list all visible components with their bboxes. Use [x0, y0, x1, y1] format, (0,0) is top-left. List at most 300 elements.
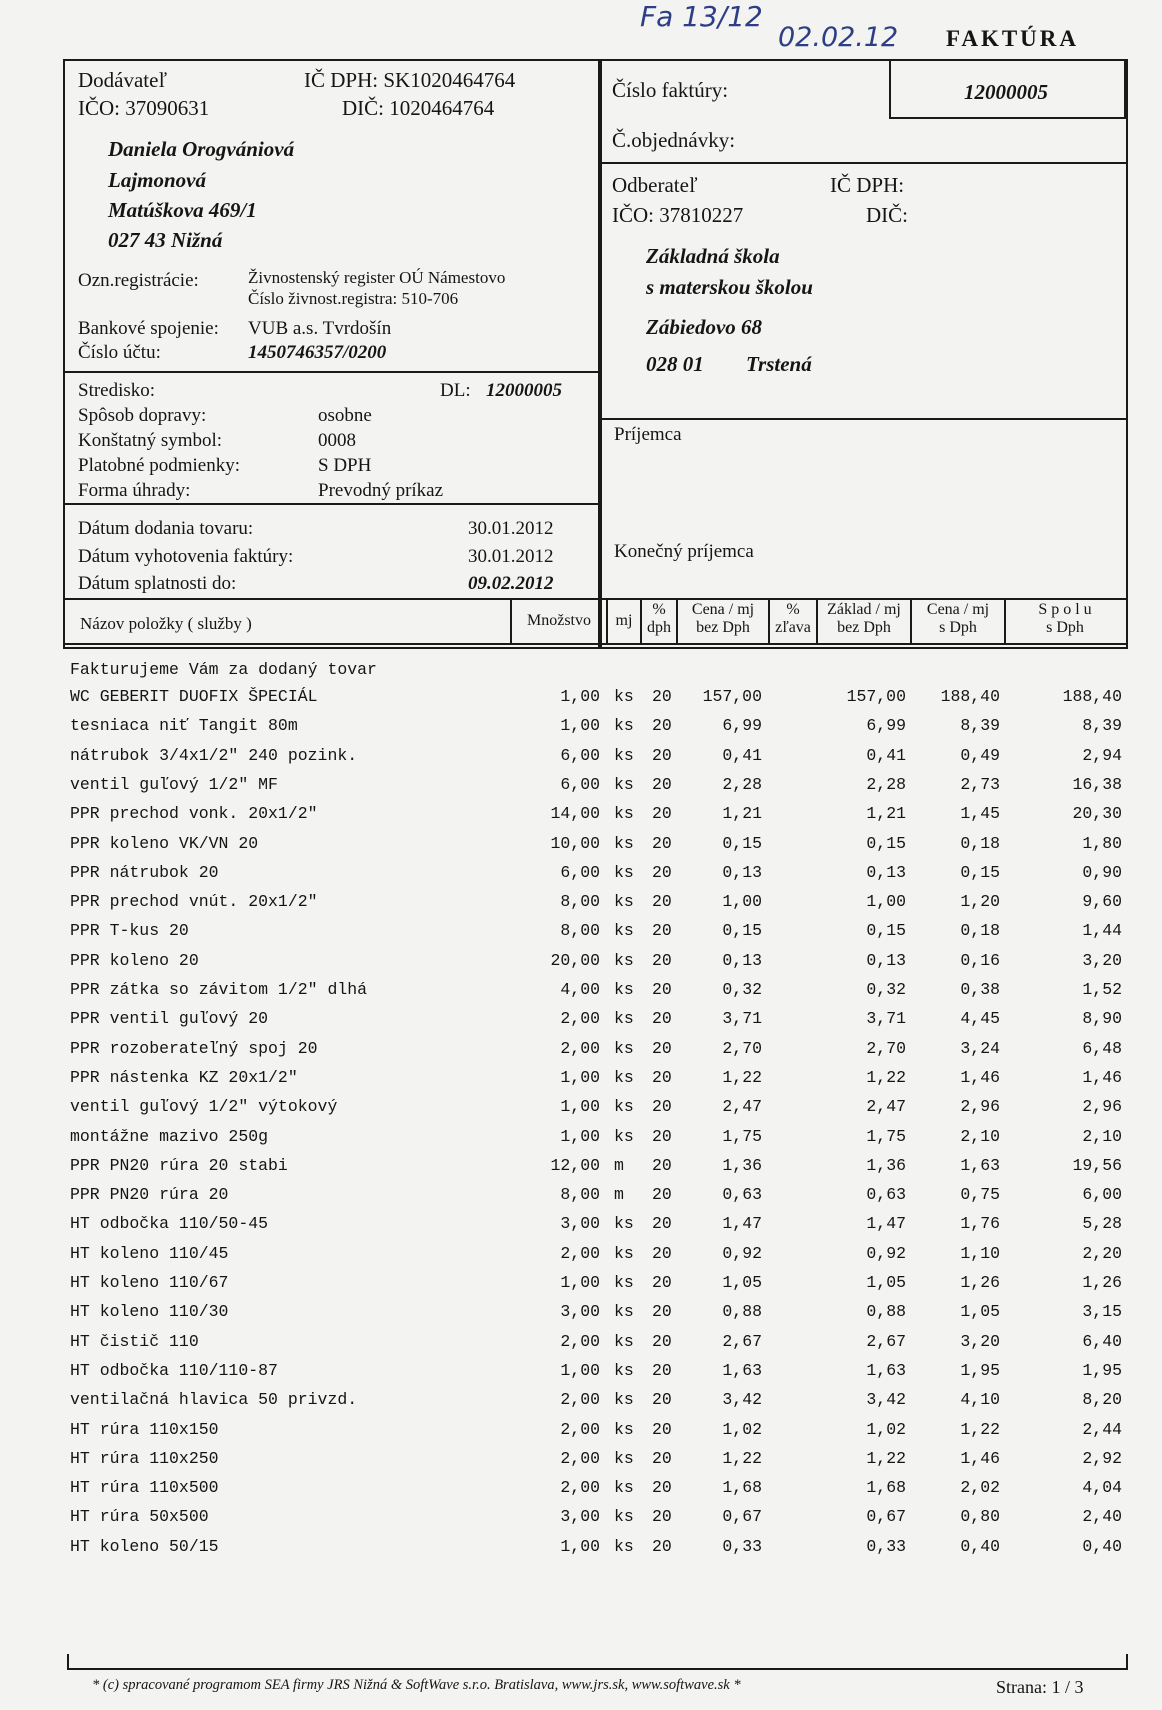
- cell-dph: 20: [652, 1536, 672, 1556]
- page-number: Strana: 1 / 3: [996, 1677, 1084, 1697]
- cell-qty: 2,00: [560, 1331, 600, 1351]
- customer-name2: s materskou školou: [646, 275, 813, 299]
- cell-dph: 20: [652, 1273, 672, 1292]
- cell-price-vat: 1,63: [960, 1155, 1000, 1175]
- cell-dph: 20: [652, 1419, 672, 1439]
- cell-base: 157,00: [846, 687, 906, 706]
- cell-price-vat: 4,45: [960, 1009, 1000, 1029]
- table-header-top: [63, 598, 1126, 600]
- cell-base: 1,22: [866, 1067, 906, 1087]
- cell-total: 1,46: [1082, 1067, 1122, 1087]
- table-row: [0, 687, 1162, 714]
- cell-base: 2,70: [866, 1038, 906, 1058]
- invoice-number: 12000005: [964, 80, 1048, 104]
- col-header-base: [818, 601, 910, 637]
- cell-mj: ks: [614, 804, 634, 824]
- cell-price-vat: 188,40: [940, 687, 1000, 706]
- cell-price: 1,47: [722, 1214, 762, 1234]
- cell-name: PPR rozoberateľný spoj 20: [70, 1038, 318, 1058]
- table-row: [0, 1420, 1162, 1447]
- cell-name: tesniaca niť Tangit 80m: [70, 716, 298, 736]
- cell-name: PPR zátka so závitom 1/2" dlhá: [70, 980, 368, 999]
- cell-base: 0,32: [866, 980, 906, 999]
- col-header-qty: Množstvo: [527, 612, 591, 629]
- cell-dph: 20: [652, 1067, 672, 1087]
- table-row: [0, 1390, 1162, 1417]
- cell-total: 188,40: [1062, 687, 1122, 706]
- cell-qty: 3,00: [560, 1507, 600, 1527]
- col-header-total: [1006, 601, 1124, 637]
- cell-name: HT koleno 50/15: [70, 1536, 219, 1556]
- cell-qty: 3,00: [560, 1302, 600, 1322]
- supplier-ic-dph: IČ DPH: SK1020464764: [304, 68, 516, 92]
- cell-total: 2,20: [1082, 1243, 1122, 1263]
- cell-dph: 20: [652, 1478, 672, 1498]
- divider: [598, 418, 1126, 420]
- cell-qty: 2,00: [560, 1243, 600, 1263]
- cell-mj: ks: [614, 892, 634, 912]
- cell-qty: 1,00: [560, 1067, 600, 1087]
- supplier-line2: Lajmonová: [108, 168, 206, 192]
- cell-total: 3,15: [1082, 1302, 1122, 1322]
- cell-name: HT čistič 110: [70, 1331, 199, 1351]
- cell-mj: ks: [614, 1097, 634, 1117]
- cell-mj: ks: [614, 1009, 634, 1029]
- cell-qty: 8,00: [560, 892, 600, 912]
- cell-total: 19,56: [1072, 1155, 1122, 1175]
- col-header-base-2: bez Dph: [837, 619, 891, 636]
- cell-mj: ks: [614, 1360, 634, 1380]
- supplier-ico: IČO: 37090631: [78, 96, 210, 120]
- cell-price: 0,13: [722, 862, 762, 882]
- cell-dph: 20: [652, 862, 672, 882]
- cell-price-vat: 0,49: [960, 745, 1000, 765]
- cell-price: 1,68: [722, 1478, 762, 1498]
- cell-qty: 4,00: [560, 980, 600, 999]
- registration-line1: Živnostenský register OÚ Námestovo: [248, 268, 506, 287]
- doprava-value: osobne: [318, 405, 372, 426]
- cell-mj: ks: [614, 1273, 634, 1292]
- recipient-label: Príjemca: [614, 424, 682, 445]
- plat-value: S DPH: [318, 455, 372, 476]
- cell-price: 0,15: [722, 921, 762, 941]
- cell-dph: 20: [652, 1331, 672, 1351]
- divider: [63, 503, 600, 505]
- cell-qty: 20,00: [550, 950, 600, 970]
- cell-mj: ks: [614, 833, 634, 853]
- cell-total: 2,94: [1082, 745, 1122, 765]
- cell-qty: 2,00: [560, 1038, 600, 1058]
- cell-price: 0,63: [722, 1185, 762, 1205]
- cell-total: 1,44: [1082, 921, 1122, 941]
- col-header-dph-1: %: [652, 601, 666, 618]
- cell-base: 0,15: [866, 921, 906, 941]
- cell-price-vat: 8,39: [960, 716, 1000, 736]
- cell-name: PPR PN20 rúra 20 stabi: [70, 1155, 288, 1175]
- document-title: FAKTÚRA: [946, 26, 1080, 51]
- forma-value: Prevodný príkaz: [318, 480, 444, 501]
- table-row: [0, 1478, 1162, 1505]
- cell-name: HT koleno 110/45: [70, 1243, 229, 1263]
- col-header-total-1: S p o l u: [1038, 601, 1092, 618]
- cell-mj: ks: [614, 1214, 634, 1234]
- cell-base: 0,63: [866, 1185, 906, 1205]
- cell-name: montážne mazivo 250g: [70, 1126, 269, 1146]
- account-value: 1450746357/0200: [248, 342, 387, 363]
- cell-dph: 20: [652, 1243, 672, 1263]
- cell-mj: ks: [614, 1536, 634, 1556]
- cell-total: 2,40: [1082, 1507, 1122, 1527]
- cell-name: PPR koleno 20: [70, 950, 199, 970]
- divider: [63, 371, 600, 373]
- cell-mj: ks: [614, 1302, 634, 1322]
- cell-mj: ks: [614, 1331, 634, 1351]
- col-header-dph-2: dph: [647, 619, 671, 636]
- cell-qty: 2,00: [560, 1009, 600, 1029]
- customer-label: Odberateľ: [612, 173, 698, 197]
- cell-price-vat: 1,46: [960, 1448, 1000, 1468]
- table-row: [0, 1127, 1162, 1154]
- cell-dph: 20: [652, 1214, 672, 1234]
- table-row: [0, 1039, 1162, 1066]
- cell-price: 2,67: [722, 1331, 762, 1351]
- table-row: [0, 775, 1162, 802]
- cell-name: HT odbočka 110/50-45: [70, 1214, 269, 1234]
- cell-base: 0,67: [866, 1507, 906, 1527]
- cell-price: 1,75: [722, 1126, 762, 1146]
- cell-base: 1,21: [866, 804, 906, 824]
- cell-price: 0,41: [722, 745, 762, 765]
- cell-dph: 20: [652, 716, 672, 736]
- supplier-street: Matúškova 469/1: [108, 198, 257, 222]
- table-row: [0, 1214, 1162, 1241]
- cell-dph: 20: [652, 745, 672, 765]
- cell-price-vat: 1,10: [960, 1243, 1000, 1263]
- cell-qty: 1,00: [560, 1126, 600, 1146]
- cell-price: 1,02: [722, 1419, 762, 1439]
- cell-qty: 1,00: [560, 1536, 600, 1556]
- cell-qty: 1,00: [560, 1097, 600, 1117]
- cell-base: 1,47: [866, 1214, 906, 1234]
- table-row: [0, 1302, 1162, 1329]
- cell-mj: ks: [614, 1126, 634, 1146]
- table-row: [0, 892, 1162, 919]
- cell-mj: ks: [614, 862, 634, 882]
- cell-total: 6,00: [1082, 1185, 1122, 1205]
- cell-price-vat: 1,46: [960, 1067, 1000, 1087]
- cell-name: PPR ventil guľový 20: [70, 1009, 269, 1029]
- cell-qty: 8,00: [560, 1185, 600, 1205]
- col-header-disc-1: %: [786, 601, 800, 618]
- cell-mj: ks: [614, 1478, 634, 1498]
- cell-price: 2,70: [722, 1038, 762, 1058]
- cell-base: 0,13: [866, 950, 906, 970]
- cell-base: 1,05: [866, 1273, 906, 1292]
- cell-dph: 20: [652, 687, 672, 706]
- cell-total: 2,92: [1082, 1448, 1122, 1468]
- cell-price: 1,22: [722, 1067, 762, 1087]
- cell-price: 1,63: [722, 1360, 762, 1380]
- table-row: [0, 1449, 1162, 1476]
- cell-total: 6,40: [1082, 1331, 1122, 1351]
- cell-mj: ks: [614, 1507, 634, 1527]
- cell-price-vat: 0,18: [960, 921, 1000, 941]
- cell-qty: 2,00: [560, 1390, 600, 1410]
- cell-name: HT rúra 110x500: [70, 1478, 219, 1498]
- cell-qty: 1,00: [560, 716, 600, 736]
- cell-name: PPR PN20 rúra 20: [70, 1185, 229, 1205]
- table-row: [0, 804, 1162, 831]
- cell-price-vat: 0,18: [960, 833, 1000, 853]
- cell-price: 0,88: [722, 1302, 762, 1322]
- doprava-label: Spôsob dopravy:: [78, 405, 207, 426]
- footer-credit: * (c) spracované programom SEA firmy JRS Nižná & SoftWave s.r.o. Bratislava, www.jrs.sk, www.softwave.sk *: [92, 1677, 741, 1693]
- cell-dph: 20: [652, 1360, 672, 1380]
- cell-dph: 20: [652, 804, 672, 824]
- col-header-pricev-1: Cena / mj: [926, 601, 990, 618]
- cell-base: 0,13: [866, 862, 906, 882]
- cell-total: 9,60: [1082, 892, 1122, 912]
- cell-total: 8,20: [1082, 1390, 1122, 1410]
- registration-label: Ozn.registrácie:: [78, 270, 199, 291]
- cell-name: PPR nátrubok 20: [70, 862, 219, 882]
- cell-name: PPR koleno VK/VN 20: [70, 833, 259, 853]
- cell-base: 0,92: [866, 1243, 906, 1263]
- cell-price-vat: 0,40: [960, 1536, 1000, 1556]
- cell-dph: 20: [652, 1155, 672, 1175]
- cell-total: 1,95: [1082, 1360, 1122, 1380]
- cell-price: 0,32: [722, 980, 762, 999]
- cell-price-vat: 2,73: [960, 774, 1000, 794]
- cell-mj: m: [614, 1185, 624, 1205]
- table-row: [0, 863, 1162, 890]
- cell-mj: ks: [614, 1038, 634, 1058]
- cell-dph: 20: [652, 1390, 672, 1410]
- cell-name: PPR prechod vonk. 20x1/2": [70, 804, 318, 824]
- cell-price-vat: 0,80: [960, 1507, 1000, 1527]
- cell-qty: 12,00: [550, 1155, 600, 1175]
- cell-price-vat: 2,96: [960, 1097, 1000, 1117]
- table-row: [0, 1156, 1162, 1183]
- cell-qty: 2,00: [560, 1419, 600, 1439]
- col-header-price-vat: [912, 601, 1004, 637]
- supplier-label: Dodávateľ: [78, 68, 167, 92]
- col-header-name: Názov položky ( služby ): [80, 614, 252, 633]
- cell-total: 1,26: [1082, 1273, 1122, 1292]
- cell-name: HT koleno 110/67: [70, 1273, 229, 1292]
- cell-base: 1,36: [866, 1155, 906, 1175]
- cell-base: 0,88: [866, 1302, 906, 1322]
- cell-total: 20,30: [1072, 804, 1122, 824]
- cell-mj: ks: [614, 716, 634, 736]
- col-header-price-1: Cena / mj: [691, 601, 755, 618]
- cell-dph: 20: [652, 1126, 672, 1146]
- cell-price-vat: 3,24: [960, 1038, 1000, 1058]
- cell-mj: m: [614, 1155, 624, 1175]
- cell-total: 0,40: [1082, 1536, 1122, 1556]
- cell-total: 2,44: [1082, 1419, 1122, 1439]
- cell-price-vat: 0,16: [960, 950, 1000, 970]
- cell-dph: 20: [652, 1302, 672, 1322]
- col-header-price: [678, 601, 768, 637]
- cell-price: 0,33: [722, 1536, 762, 1556]
- cell-price-vat: 1,05: [960, 1302, 1000, 1322]
- table-row: [0, 1537, 1162, 1564]
- table-row: [0, 1244, 1162, 1271]
- cell-price-vat: 0,75: [960, 1185, 1000, 1205]
- cell-total: 1,52: [1082, 980, 1122, 999]
- cell-dph: 20: [652, 1185, 672, 1205]
- cell-price-vat: 1,26: [960, 1273, 1000, 1292]
- cell-price: 1,21: [722, 804, 762, 824]
- corner-right: [1126, 1654, 1128, 1668]
- col-header-price-2: bez Dph: [696, 619, 750, 636]
- cell-base: 1,02: [866, 1419, 906, 1439]
- cell-total: 8,90: [1082, 1009, 1122, 1029]
- table-row: [0, 834, 1162, 861]
- cell-price-vat: 0,38: [960, 980, 1000, 999]
- cell-base: 1,68: [866, 1478, 906, 1498]
- cell-qty: 6,00: [560, 862, 600, 882]
- cell-total: 8,39: [1082, 716, 1122, 736]
- cell-qty: 10,00: [550, 833, 600, 853]
- col-header-base-1: Základ / mj: [827, 601, 901, 618]
- col-header-mj: mj: [615, 612, 633, 629]
- table-row: [0, 951, 1162, 978]
- cell-base: 1,75: [866, 1126, 906, 1146]
- table-row: [0, 1068, 1162, 1095]
- customer-dic: DIČ:: [866, 203, 908, 227]
- cell-base: 1,00: [866, 892, 906, 912]
- cell-mj: ks: [614, 921, 634, 941]
- corner-left: [67, 1654, 69, 1668]
- col-header-disc-2: zľava: [775, 619, 811, 636]
- cell-mj: ks: [614, 1419, 634, 1439]
- col-divider: [510, 598, 512, 643]
- cell-price: 3,42: [722, 1390, 762, 1410]
- cell-price-vat: 2,10: [960, 1126, 1000, 1146]
- cell-base: 3,42: [866, 1390, 906, 1410]
- cell-base: 1,63: [866, 1360, 906, 1380]
- vyhotovenie-value: 30.01.2012: [468, 546, 554, 567]
- cell-name: nátrubok 3/4x1/2" 240 pozink.: [70, 745, 358, 765]
- table-row: [0, 1097, 1162, 1124]
- cell-total: 4,04: [1082, 1478, 1122, 1498]
- cell-mj: ks: [614, 950, 634, 970]
- cell-base: 2,67: [866, 1331, 906, 1351]
- supplier-city: 027 43 Nižná: [108, 228, 223, 252]
- invoice-number-label: Číslo faktúry:: [612, 78, 729, 102]
- cell-qty: 1,00: [560, 1273, 600, 1292]
- customer-ico: IČO: 37810227: [612, 203, 744, 227]
- cell-price: 1,05: [722, 1273, 762, 1292]
- cell-dph: 20: [652, 980, 672, 999]
- cell-total: 5,28: [1082, 1214, 1122, 1234]
- cell-mj: ks: [614, 745, 634, 765]
- cell-price-vat: 0,15: [960, 862, 1000, 882]
- divider: [598, 162, 1126, 164]
- cell-base: 3,71: [866, 1009, 906, 1029]
- cell-price: 157,00: [702, 687, 762, 706]
- cell-dph: 20: [652, 774, 672, 794]
- cell-mj: ks: [614, 1390, 634, 1410]
- cell-name: HT rúra 110x150: [70, 1419, 219, 1439]
- dl-value: 12000005: [486, 380, 562, 401]
- dl-label: DL:: [440, 380, 471, 401]
- cell-name: HT rúra 50x500: [70, 1507, 209, 1527]
- cell-dph: 20: [652, 1097, 672, 1117]
- cell-dph: 20: [652, 921, 672, 941]
- cell-base: 6,99: [866, 716, 906, 736]
- cell-mj: ks: [614, 1448, 634, 1468]
- cell-base: 1,22: [866, 1448, 906, 1468]
- table-row: [0, 1332, 1162, 1359]
- supplier-name: Daniela Orogvániová: [108, 137, 295, 161]
- cell-name: ventil guľový 1/2" MF: [70, 774, 278, 794]
- cell-price: 0,13: [722, 950, 762, 970]
- cell-mj: ks: [614, 980, 634, 999]
- col-header-discount: [770, 601, 816, 637]
- cell-price-vat: 3,20: [960, 1331, 1000, 1351]
- cell-price-vat: 1,20: [960, 892, 1000, 912]
- cell-name: HT odbočka 110/110-87: [70, 1360, 278, 1380]
- ks-label: Konštatný symbol:: [78, 430, 223, 451]
- handwritten-date: 02.02.12: [778, 22, 899, 53]
- col-header-dph: [642, 601, 676, 637]
- cell-qty: 6,00: [560, 745, 600, 765]
- cell-price-vat: 2,02: [960, 1478, 1000, 1498]
- customer-name1: Základná škola: [646, 244, 780, 268]
- cell-total: 1,80: [1082, 833, 1122, 853]
- splatnost-value: 09.02.2012: [468, 573, 554, 594]
- table-row: [0, 746, 1162, 773]
- cell-price-vat: 1,22: [960, 1419, 1000, 1439]
- cell-qty: 6,00: [560, 774, 600, 794]
- cell-base: 2,47: [866, 1097, 906, 1117]
- table-intro: Fakturujeme Vám za dodaný tovar: [70, 660, 377, 679]
- cell-price: 1,22: [722, 1448, 762, 1468]
- cell-qty: 2,00: [560, 1478, 600, 1498]
- cell-mj: ks: [614, 1067, 634, 1087]
- customer-city: Trstená: [746, 352, 812, 376]
- cell-qty: 2,00: [560, 1448, 600, 1468]
- cell-name: PPR T-kus 20: [70, 921, 189, 941]
- supplier-dic: DIČ: 1020464764: [342, 96, 495, 120]
- cell-mj: ks: [614, 1243, 634, 1263]
- table-row: [0, 1009, 1162, 1036]
- bank-label: Bankové spojenie:: [78, 318, 219, 339]
- cell-total: 3,20: [1082, 950, 1122, 970]
- cell-qty: 3,00: [560, 1214, 600, 1234]
- cell-dph: 20: [652, 1038, 672, 1058]
- cell-mj: ks: [614, 687, 634, 706]
- cell-dph: 20: [652, 1507, 672, 1527]
- cell-qty: 1,00: [560, 1360, 600, 1380]
- cell-base: 2,28: [866, 774, 906, 794]
- cell-dph: 20: [652, 1448, 672, 1468]
- cell-qty: 1,00: [560, 687, 600, 706]
- cell-name: PPR prechod vnút. 20x1/2": [70, 892, 318, 912]
- ks-value: 0008: [318, 430, 356, 451]
- bank-value: VUB a.s. Tvrdošín: [248, 318, 392, 339]
- cell-base: 0,41: [866, 745, 906, 765]
- table-row: [0, 921, 1162, 948]
- dodanie-label: Dátum dodania tovaru:: [78, 518, 254, 539]
- cell-price: 2,47: [722, 1097, 762, 1117]
- cell-price: 1,00: [722, 892, 762, 912]
- cell-total: 16,38: [1072, 774, 1122, 794]
- cell-name: PPR nástenka KZ 20x1/2": [70, 1067, 298, 1087]
